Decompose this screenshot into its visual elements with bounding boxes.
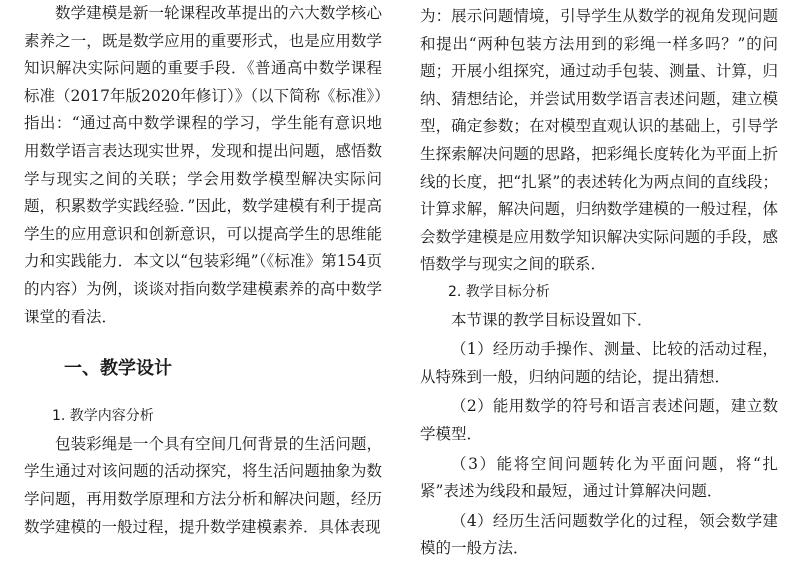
goal-item: （1）经历动手操作、测量、比较的活动过程，从特殊到一般，归纳问题的结论，提出猜想． xyxy=(420,340,778,386)
goal-item: （2）能用数学的符号和语言表述问题，建立数学模型． xyxy=(420,397,778,443)
goals-intro: 本节课的教学目标设置如下． xyxy=(451,310,653,329)
intro-paragraph: 数学建模是新一轮课程改革提出的六大数学核心素养之一，既是数学应用的重要形式，也是应用数学知识解决实际问题的重要手段．《普通高中数学课程标准（2017年版2020年修订）》（以下简称《标准》）指出：“通过高中数学课程的学习，学生能有意识地用数学语言表达现实世界，发现和提出问题，感悟数学与现实之间的关联；学会用数学模型解决实际问题，积累数学实践经验．”因此，数学建模有利于提高学生的应用意识和创新意识，可以提高学生的思维能力和实践能力．本文以“包装彩绳”（《标准》第154页的内容）为例，谈谈对指向数学建模素养的高中数学课堂的看法． xyxy=(24,4,382,326)
content-analysis-paragraph: 包装彩绳是一个具有空间几何背景的生活问题，学生通过对该问题的活动探究，将生活问题抽象为数学问题，再用数学原理和方法分析和解决问题，经历数学建模的一般过程，提升数学建模素养．具体表现 xyxy=(24,434,382,536)
left-column xyxy=(24,0,382,541)
section-heading: 一、教学设计 xyxy=(64,358,172,380)
continuation-paragraph: 为：展示问题情境，引导学生从数学的视角发现问题和提出“两种包装方法用到的彩绳一样多吗？”的问题；开展小组探究，通过动手包装、测量、计算，归纳、猜想结论，并尝试用数学语言表述问题，建立模型，确定参数；在对模型直观认识的基础上，引导学生探索解决问题的思路，把彩绳长度转化为平面上折线的长度，把“扎紧”的表述转化为两点间的直线段；计算求解，解决问题，归纳数学建模的一般过程，体会数学建模是应用数学知识解决实际问题的手段，感悟数学与现实之间的联系． xyxy=(420,7,778,274)
subsection-title-content-analysis: 1. 教学内容分析 xyxy=(52,408,154,425)
right-column xyxy=(420,3,778,563)
goal-item: （4）经历生活问题数学化的过程，领会数学建模的一般方法． xyxy=(420,511,778,558)
goal-item: （3）能将空间问题转化为平面问题，将“扎紧”表述为线段和最短，通过计算解决问题． xyxy=(420,454,778,501)
subsection-title-goal-analysis: 2. 教学目标分析 xyxy=(448,283,550,300)
